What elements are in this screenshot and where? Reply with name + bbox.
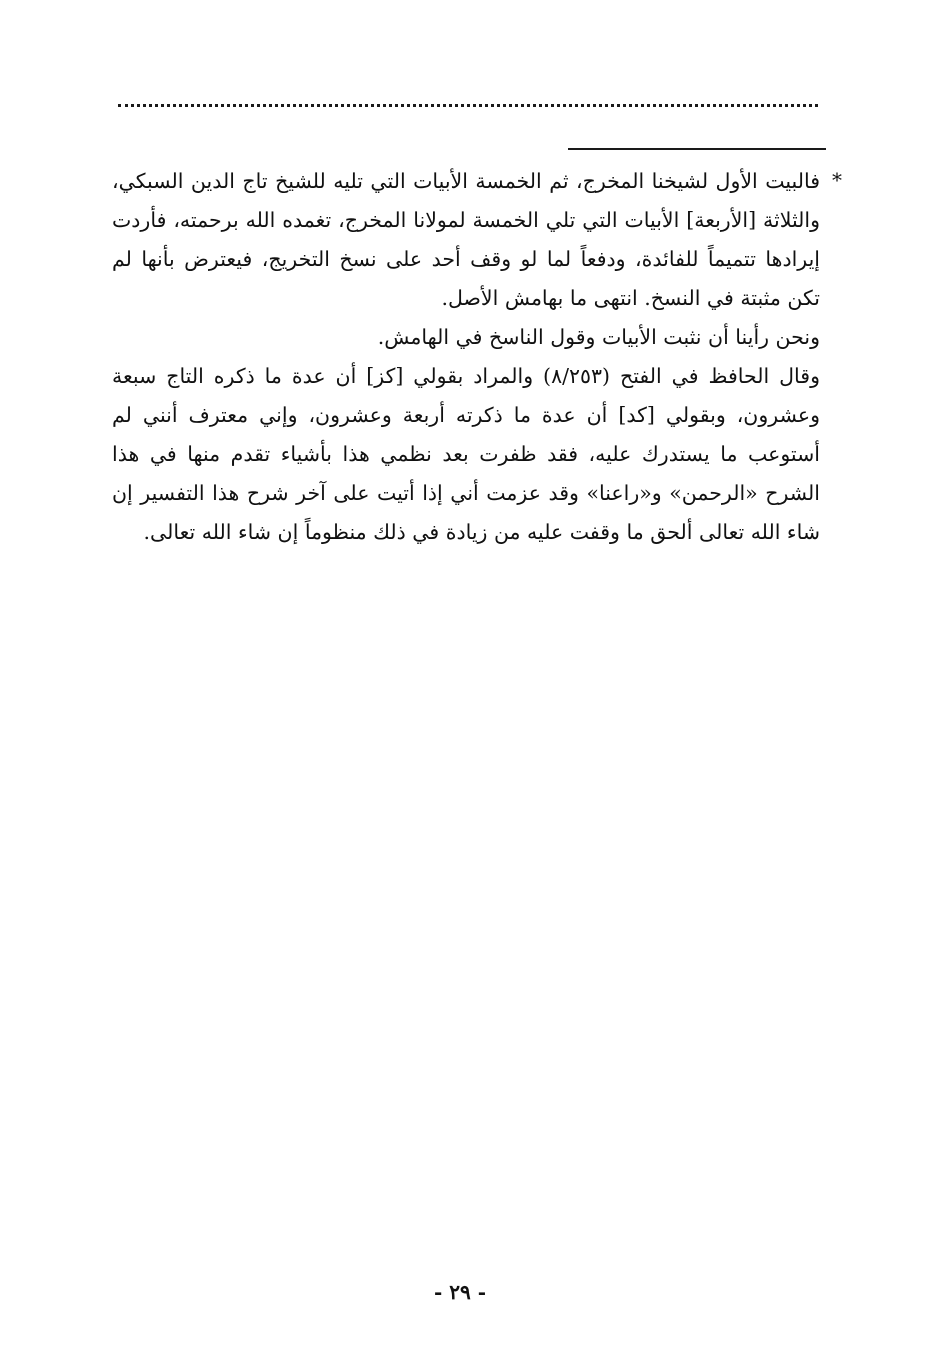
page-number: - ٢٩ - — [433, 1280, 486, 1304]
footnote-marker: * — [832, 168, 842, 192]
footnote-text — [112, 162, 820, 552]
footnote-separator-line — [568, 148, 826, 150]
footnote-paragraph: فالبيت الأول لشيخنا المخرج، ثم الخمسة الأبيات التي تليه للشيخ تاج الدين السبكي، والثلاثة [الأربعة] الأبيات التي تلي الخمسة لمولانا المخرج، تغمده الله برحمته، فأردت إيرادها تتميماً للفائدة، ودفعاً لما لو وقف أحد على نسخ التخريج، فيعترض بأنها لم تكن مثبتة في النسخ. انتهى ما بهامش الأصل. — [112, 169, 820, 310]
footnote-paragraph: وقال الحافظ في الفتح (٨/٢٥٣) والمراد بقولي [كز] أن عدة ما ذكره التاج سبعة وعشرون، وبقولي [كد] أن عدة ما ذكرته أربعة وعشرون، وإني معترف أنني لم أستوعب ما يستدرك عليه، فقد ظفرت بعد نظمي هذا بأشياء تقدم منها في هذا الشرح «الرحمن» و«راعنا» وقد عزمت أني إذا أتيت على آخر شرح هذا التفسير إن شاء الله تعالى ألحق ما وقفت عليه من زيادة في ذلك منظوماً إن شاء الله تعالى. — [112, 364, 820, 544]
dotted-separator — [118, 104, 818, 107]
footnote-paragraph: ونحن رأينا أن نثبت الأبيات وقول الناسخ في الهامش. — [377, 325, 820, 349]
